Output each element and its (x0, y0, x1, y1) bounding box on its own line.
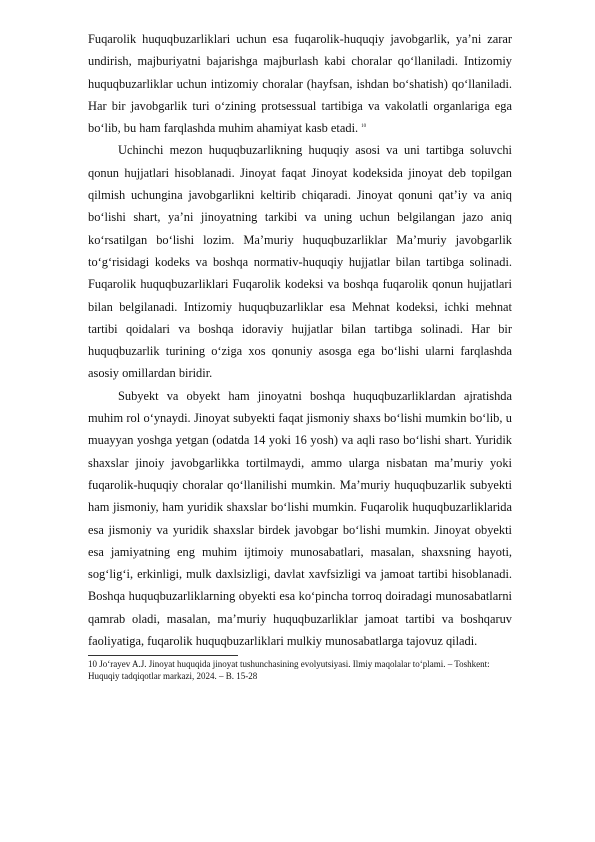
footnote-divider (88, 655, 238, 656)
paragraph-1-text: Fuqarolik huquqbuzarliklari uchun esa fuqarolik-huquqiy javobgarlik, ya’ni zarar undirish, majburiyatni bajarishga majburlash kabi choralar qo‘llaniladi. Intizomiy huquqbuzarliklar uchun intizomiy choralar (hayfsan, ishdan bo‘shatish) qo‘llaniladi. Har bir javobgarlik turi o‘zining protsessual tartibiga va vakolatli organlariga ega bo‘lib, bu ham farqlashda muhim ahamiyat kasb etadi. (88, 32, 512, 136)
footnote-text: 10 Jo‘rayev A.J. Jinoyat huquqida jinoyat tushunchasining evolyutsiyasi. Ilmiy maqolalar to‘plami. – Toshkent: Huquqiy tadqiqotlar markazi, 2024. – B. 15-28 (88, 659, 490, 682)
paragraph-1 (88, 28, 512, 139)
document-page (88, 28, 512, 682)
footnote-reference[interactable]: 10 (361, 124, 367, 130)
paragraph-3: Subyekt va obyekt ham jinoyatni boshqa huquqbuzarliklardan ajratishda muhim rol o‘ynaydi. Jinoyat subyekti faqat jismoniy shaxs bo‘lishi mumkin bo‘lib, u muayyan yoshga yetgan (odatda 14 yoki 16 yosh) va aqli raso bo‘lishi shart. Yuridik shaxslar jinoiy javobgarlikka tortilmaydi, ammo ularga nisbatan ma’muriy yoki fuqarolik-huquqiy choralar qo‘llanilishi mumkin. Ma’muriy huquqbuzarlik subyekti ham jismoniy, ham yuridik shaxslar bo‘lishi mumkin. Fuqarolik huquqbuzarliklarida esa jismoniy va yuridik shaxslar birdek javobgar bo‘lishi mumkin. Jinoyat obyekti esa jamiyatning eng muhim ijtimoiy munosabatlari, masalan, shaxsning hayoti, sog‘lig‘i, erkinligi, mulk daxlsizligi, davlat xavfsizligi va jamoat tartibi hisoblanadi. Boshqa huquqbuzarliklarning obyekti esa ko‘pincha torroq doiradagi munosabatlarni qamrab oladi, masalan, ma’muriy huquqbuzarliklar jamoat tartibi va boshqaruv faoliyatiga, fuqarolik huquqbuzarliklari mulkiy munosabatlarga tajovuz qiladi. (88, 388, 512, 649)
paragraph-2: Uchinchi mezon huquqbuzarlikning huquqiy asosi va uni tartibga soluvchi qonun hujjatlari hisoblanadi. Jinoyat faqat Jinoyat kodeksida jinoyat deb topilgan qilmish uchungina javobgarlikni keltirib chiqaradi. Jinoyat qonuni qat’iy va aniq bo‘lishi shart, ya’ni jinoyatning tarkibi va uning uchun belgilangan jazo aniq ko‘rsatilgan bo‘lishi lozim. Ma’muriy huquqbuzarliklar Ma’muriy javobgarlik to‘g‘risidagi kodeks va boshqa normativ-huquqiy hujjatlar bilan tartibga solinadi. Fuqarolik huquqbuzarliklari Fuqarolik kodeksi va boshqa fuqarolik qonun hujjatlari bilan belgilanadi. Intizomiy huquqbuzarliklar esa Mehnat kodeksi, ichki mehnat tartibi qoidalari va boshqa idoraviy hujjatlar bilan tartibga solinadi. Har bir huquqbuzarlik turining o‘ziga xos qonuniy asosga ega bo‘lishi ularni farqlashda asosiy omillardan biridir. (88, 143, 512, 381)
